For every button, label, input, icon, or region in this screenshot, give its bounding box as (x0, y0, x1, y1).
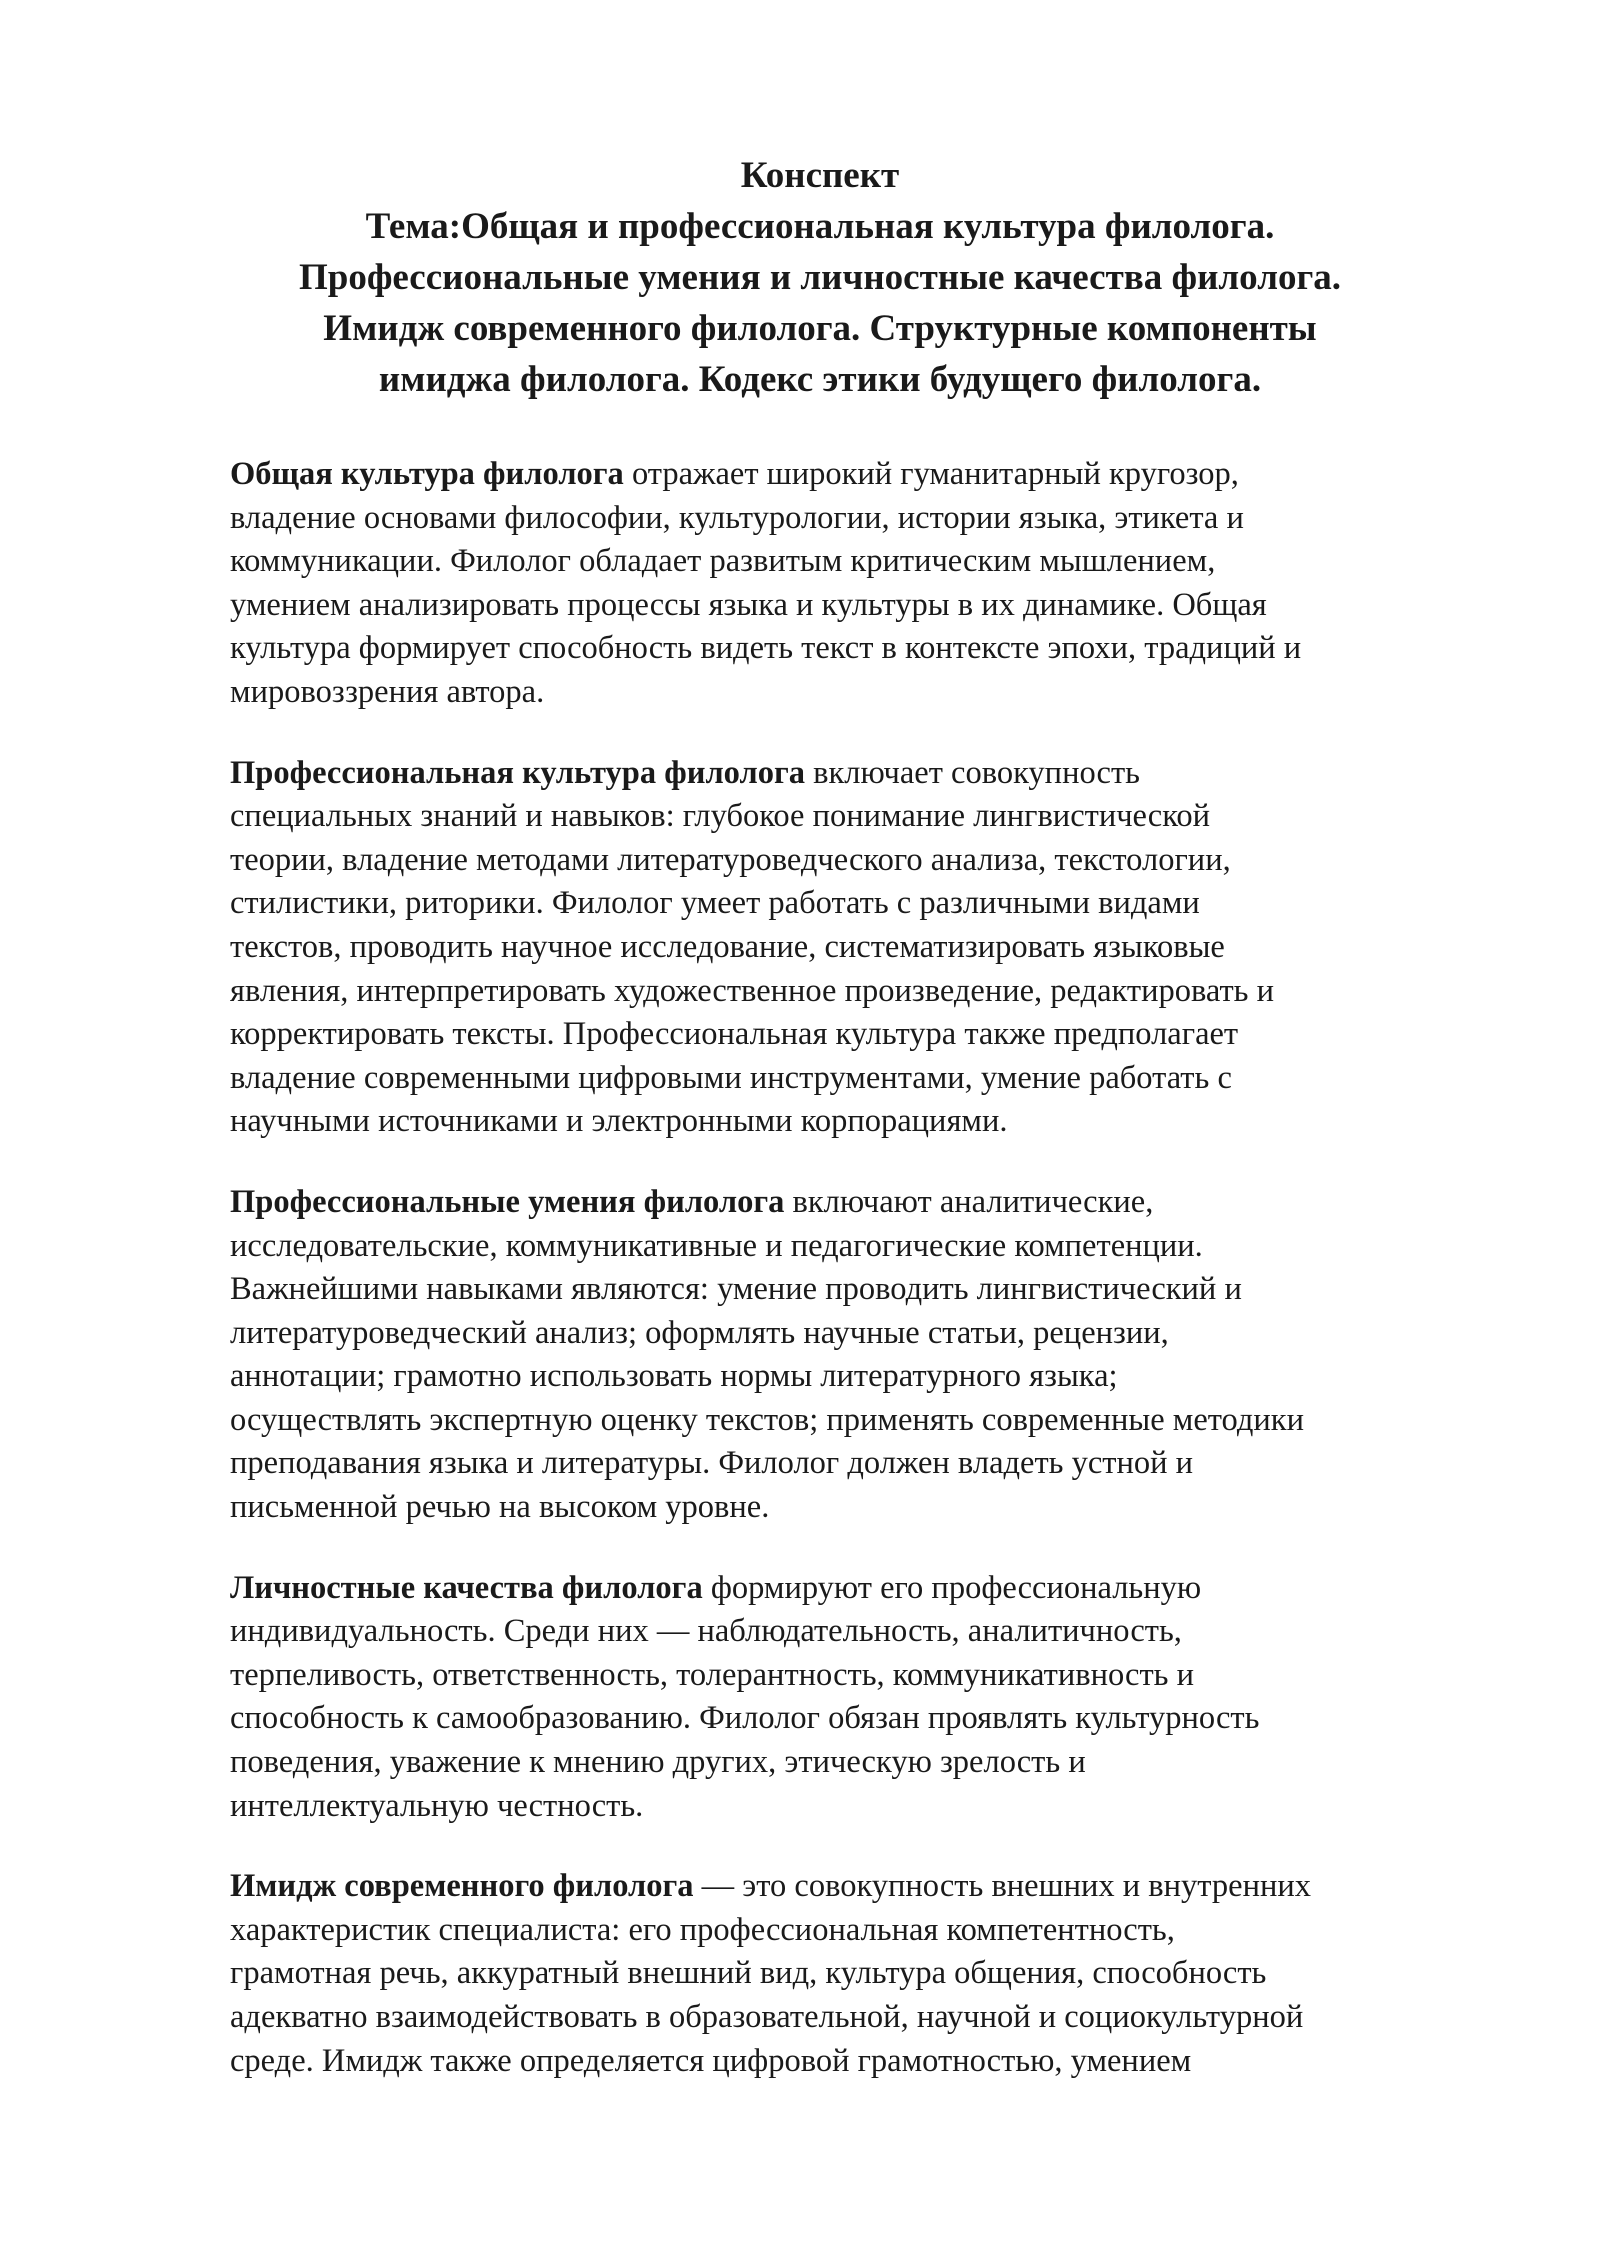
paragraph-line: теории, владение методами литературоведческого анализа, текстологии, (230, 841, 1231, 878)
paragraph-line: текстов, проводить научное исследование, систематизировать языковые (230, 928, 1225, 965)
paragraph-line: коммуникации. Филолог обладает развитым критическим мышлением, (230, 543, 1216, 580)
paragraph-line: научными источниками и электронными корпорациями. (230, 1103, 1008, 1140)
paragraph-line: интеллектуальную честность. (230, 1787, 644, 1824)
paragraph-line: поведения, уважение к мнению других, этическую зрелость и (230, 1744, 1086, 1781)
document-body (230, 453, 1530, 2120)
paragraph-line: исследовательские, коммуникативные и педагогические компетенции. (230, 1227, 1203, 1264)
paragraph-general-culture (230, 453, 1530, 715)
paragraph-lead: Профессиональная культура филолога (230, 754, 805, 791)
paragraph-line: стилистики, риторики. Филолог умеет работать с различными видами (230, 885, 1200, 922)
paragraph-line: преподавания языка и литературы. Филолог должен владеть устной и (230, 1445, 1194, 1482)
paragraph-lead: Общая культура филолога (230, 456, 624, 492)
paragraph-text: — это совокупность внешних и внутренних (693, 1868, 1311, 1905)
paragraph-image (230, 1865, 1530, 2083)
paragraph-line: аннотации; грамотно использовать нормы литературного языка; (230, 1358, 1118, 1395)
paragraph-line: владение современными цифровыми инструментами, умение работать с (230, 1059, 1232, 1096)
paragraph-line: умением анализировать процессы языка и культуры в их динамике. Общая (230, 586, 1267, 623)
paragraph-line: специальных знаний и навыков: глубокое понимание лингвистической (230, 798, 1210, 835)
paragraph-first-line (230, 453, 1530, 497)
paragraph-line: мировоззрения автора. (230, 673, 545, 710)
paragraph-text: включает совокупность (805, 754, 1140, 791)
paragraph-line: среде. Имидж также определяется цифровой грамотностью, умением (230, 2042, 1192, 2079)
paragraph-line: грамотная речь, аккуратный внешний вид, культура общения, способность (230, 1955, 1267, 1992)
title-line: Тема:Общая и профессиональная культура филолога. (365, 206, 1275, 247)
paragraph-lead: Личностные качества филолога (230, 1569, 703, 1606)
paragraph-first-line (230, 1865, 1530, 1909)
paragraph-first-line (230, 1181, 1530, 1225)
paragraph-lead: Имидж современного филолога (230, 1868, 694, 1905)
title-line: Профессиональные умения и личностные качества филолога. (298, 257, 1342, 298)
paragraph-professional-culture (230, 752, 1530, 1144)
title-line: имиджа филолога. Кодекс этики будущего филолога. (378, 359, 1262, 400)
document-title (200, 150, 1440, 405)
paragraph-personal-qualities (230, 1567, 1530, 1829)
paragraph-line: Важнейшими навыками являются: умение проводить лингвистический и (230, 1271, 1242, 1308)
paragraph-line: осуществлять экспертную оценку текстов; применять современные методики (230, 1401, 1304, 1438)
paragraph-line: письменной речью на высоком уровне. (230, 1489, 770, 1526)
paragraph-line: терпеливость, ответственность, толерантность, коммуникативность и (230, 1656, 1194, 1693)
title-line: Конспект (740, 155, 900, 196)
title-line: Имидж современного филолога. Структурные компоненты (323, 308, 1317, 349)
paragraph-lead: Профессиональные умения филолога (230, 1183, 785, 1220)
paragraph-line: корректировать тексты. Профессиональная культура также предполагает (230, 1016, 1239, 1053)
paragraph-first-line (230, 752, 1530, 796)
paragraph-text: отражает широкий гуманитарный кругозор, (623, 456, 1239, 492)
paragraph-line: способность к самообразованию. Филолог обязан проявлять культурность (230, 1700, 1260, 1737)
paragraph-line: литературоведческий анализ; оформлять научные статьи, рецензии, (230, 1314, 1169, 1351)
paragraph-first-line (230, 1567, 1530, 1611)
paragraph-text: формируют его профессиональную (702, 1569, 1202, 1606)
paragraph-line: характеристик специалиста: его профессиональная компетентность, (230, 1911, 1175, 1948)
paragraph-line: владение основами философии, культурологии, истории языка, этикета и (230, 499, 1244, 536)
paragraph-professional-skills (230, 1181, 1530, 1530)
paragraph-line: индивидуальность. Среди них — наблюдательность, аналитичность, (230, 1613, 1182, 1650)
paragraph-line: адекватно взаимодействовать в образовательной, научной и социокультурной (230, 1999, 1304, 2035)
paragraph-line: культура формирует способность видеть текст в контексте эпохи, традиций и (230, 630, 1302, 667)
paragraph-text: включают аналитические, (784, 1183, 1154, 1220)
paragraph-line: явления, интерпретировать художественное произведение, редактировать и (230, 972, 1275, 1009)
